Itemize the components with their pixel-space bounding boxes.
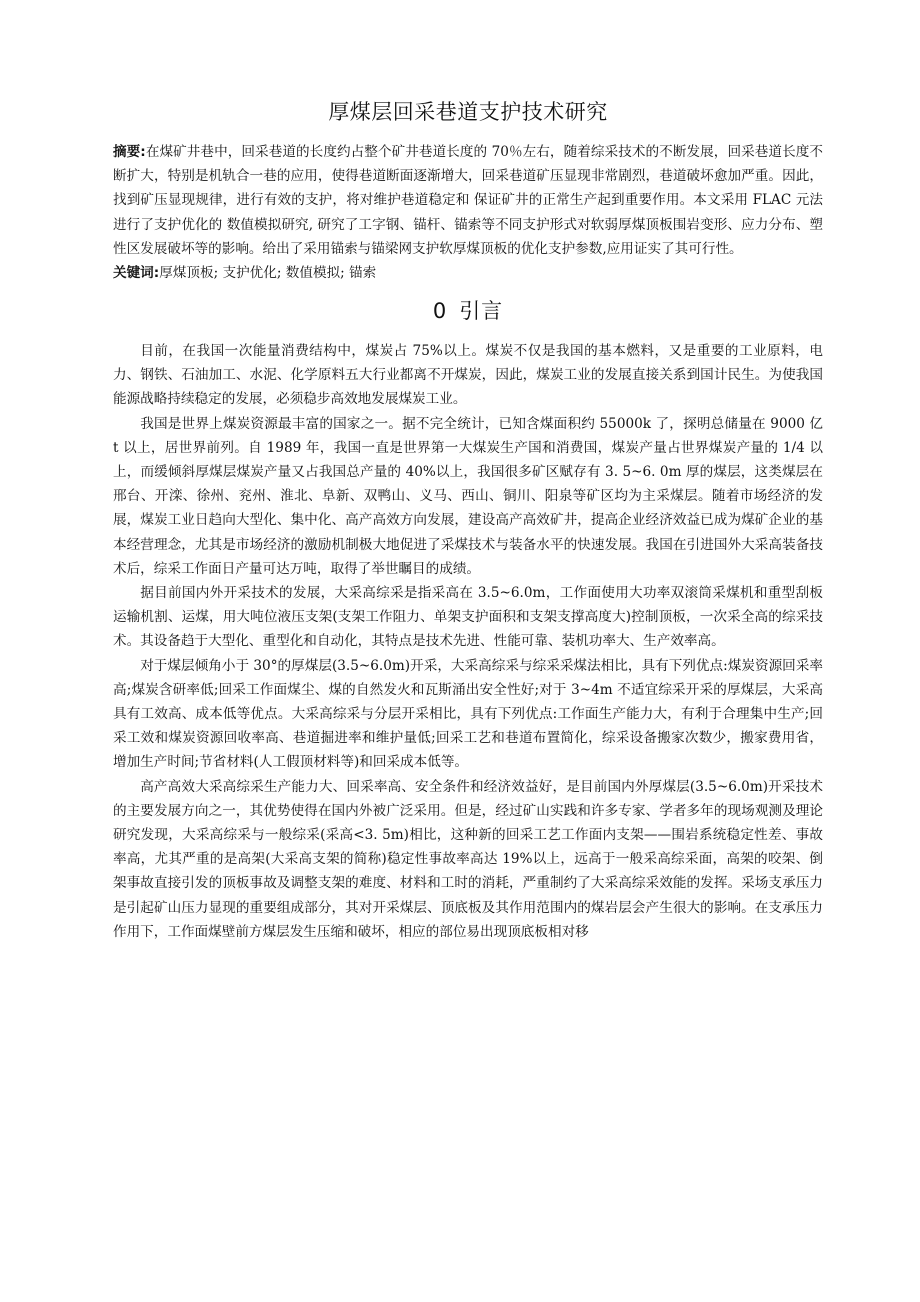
keywords-text: 厚煤顶板; 支护优化; 数值模拟; 锚索 [159,265,377,282]
body-paragraph: 高产高效大采高综采生产能力大、回采率高、安全条件和经济效益好，是目前国内外厚煤层(3.5~6.0m)开采技术的主要发展方向之一，其优势使得在国内外被广泛采用。但是，经过矿山实践和许多专家、学者多年的现场观测及理论研究发现，大采高综采与一般综采(采高<3. 5m)相比，这种新的回采工艺工作面内支架——围岩系统稳定性差、事故率高，尤其严重的是高架(大采高支架的简称)稳定性事故率高达 19%以上，远高于一般采高综采面，高架的咬架、倒架事故直接引发的顶板事故及调整支架的难度、材料和工时的消耗，严重制约了大采高综采效能的发挥。采场支承压力是引起矿山压力显现的重要组成部分，其对开采煤层、顶底板及其作用范围内的煤岩层会产生很大的影响。在支承压力作用下，工作面煤壁前方煤层发生压缩和破坏，相应的部位易出现顶底板相对移 [113,778,823,940]
section-heading [113,295,823,325]
body-paragraph: 目前，在我国一次能量消费结构中，煤炭占 75%以上。煤炭不仅是我国的基本燃料，又是重要的工业原料，电力、钢铁、石油加工、水泥、化学原料五大行业都离不开煤炭，因此，煤炭工业的发展直接关系到国计民生。为使我国能源战略持续稳定的发展，必须稳步高效地发展煤炭工业。 [113,343,823,408]
abstract-text: 在煤矿井巷中，回采巷道的长度约占整个矿井巷道长度的 70％左右，随着综采技术的不断发展，回采巷道长度不断扩大，特别是机轨合一巷的应用，使得巷道断面逐渐增大，回采巷道矿压显现非常剧烈，巷道破坏愈加严重。因此，找到矿压显现规律，进行有效的支护，将对维护巷道稳定和 保证矿井的正常生产起到重要作用。本文采用 FLAC 元法进行了支护优化的 数值模拟研究, 研究了工字钢、锚杆、锚索等不同支护形式对软弱厚煤顶板围岩变形、应力分布、塑性区发展破坏等的影响。给出了采用锚索与锚梁网支护软厚煤顶板的优化支护参数,应用证实了其可行性。 [113,144,823,257]
body-paragraph: 据目前国内外开采技术的发展，大采高综采是指采高在 3.5~6.0m，工作面使用大功率双滚筒采煤机和重型刮板运输机割、运煤，用大吨位液压支架(支架工作阻力、单架支护面积和支架支撑高度大)控制顶板，一次采全高的综采技术。其设备趋于大型化、重型化和自动化，其特点是技术先进、性能可靠、装机功率大、生产效率高。 [113,585,823,650]
body-paragraph: 我国是世界上煤炭资源最丰富的国家之一。据不完全统计，已知含煤面积约 55000k 了，探明总储量在 9000 亿 t 以上，居世界前列。自 1989 年，我国一直是世界第一大煤炭生产国和消费国，煤炭产量占世界煤炭产量的 1/4 以上，而缓倾斜厚煤层煤炭产量又占我国总产量的 40%以上，我国很多矿区赋存有 3. 5~6. 0m 厚的煤层，这类煤层在邢台、开滦、徐州、兖州、淮北、阜新、双鸭山、义马、西山、铜川、阳泉等矿区均为主采煤层。随着市场经济的发展，煤炭工业日趋向大型化、集中化、高产高效方向发展，建设高产高效矿井，提高企业经济效益已成为煤矿企业的基本经营理念，尤其是市场经济的激励机制极大地促进了采煤技术与装备水平的快速发展。我国在引进国外大采高装备技术后，综采工作面日产量可达万吨，取得了举世瞩目的成绩。 [113,415,823,577]
abstract-label: 摘要: [113,144,146,160]
keywords [113,261,823,285]
section-title: 引言 [459,299,504,324]
document-page [113,96,823,944]
abstract [113,140,823,261]
document-title: 厚煤层回采巷道支护技术研究 [328,100,608,124]
section-number: 0 [432,299,448,324]
keywords-label: 关键词: [113,265,160,282]
body-paragraph: 对于煤层倾角小于 30°的厚煤层(3.5~6.0m)开采，大采高综采与综采采煤法相比，具有下列优点:煤炭资源回采率高;煤炭含研率低;回采工作面煤尘、煤的自然发火和瓦斯涌出安全性好;对于 3~4m 不适宜综采开采的厚煤层，大采高具有工效高、成本低等优点。大采高综采与分层开采相比，具有下列优点:工作面生产能力大，有利于合理集中生产;回采工效和煤炭资源回收率高、巷道掘进率和维护量低;回采工艺和巷道布置简化，综采设备搬家次数少，搬家费用省，增加生产时间;节省材料(人工假顶材料等)和回采成本低等。 [113,657,823,771]
